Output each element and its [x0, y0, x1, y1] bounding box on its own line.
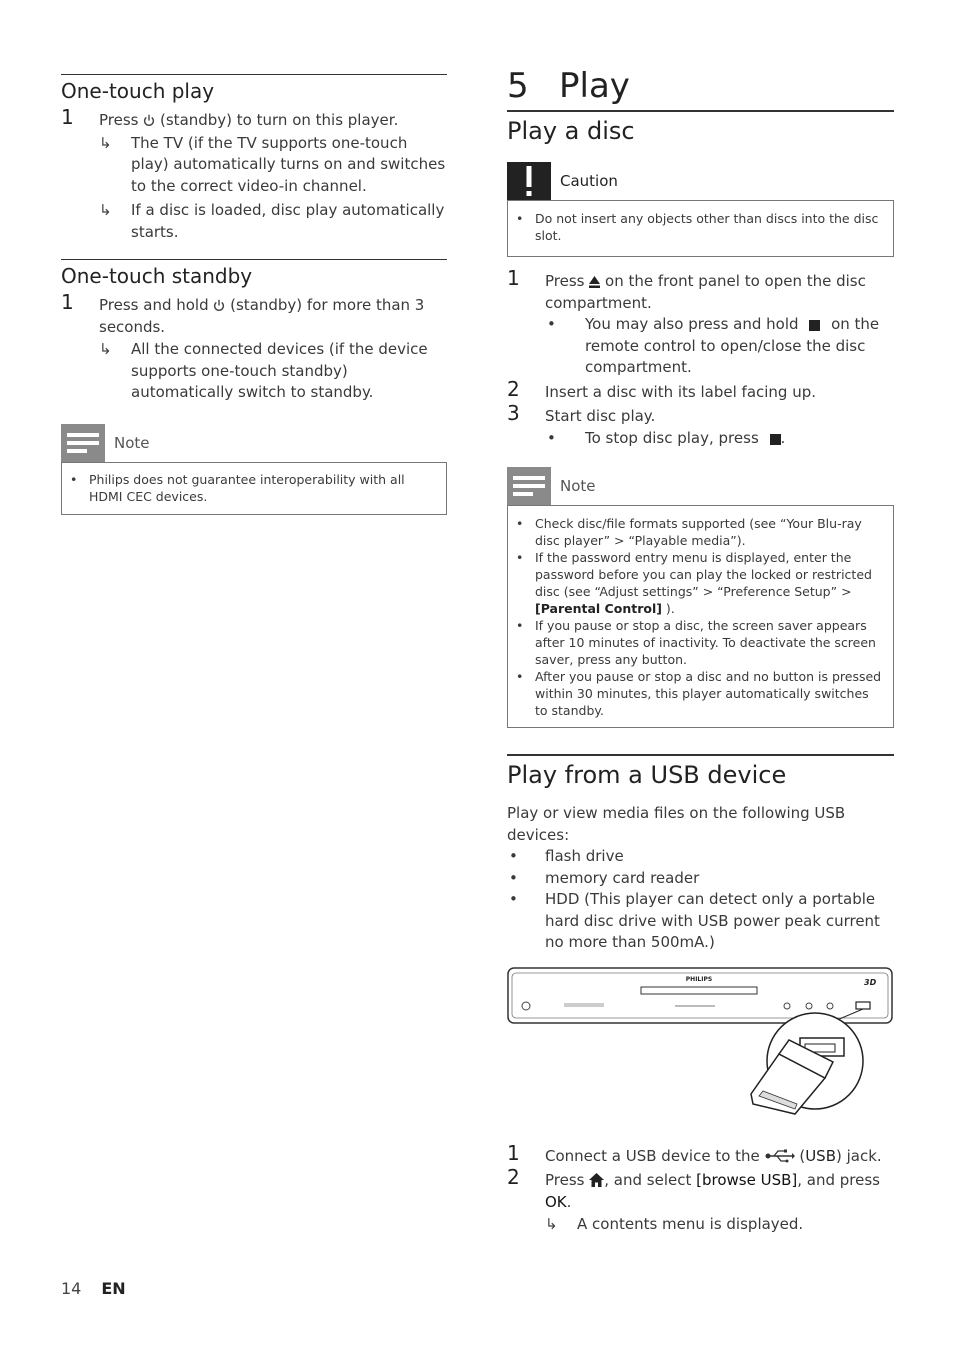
usb-connection-illustration — [507, 966, 894, 1126]
heading-one-touch-standby: One-touch standby — [61, 259, 447, 289]
eject-icon — [589, 276, 600, 288]
standby-icon — [213, 299, 225, 312]
step-1: 1 Press and hold (standby) for more than 3 seconds. — [61, 290, 425, 336]
step-number: 1 — [507, 1140, 520, 1165]
step-1: 1 Press on the front panel to open the disc compartment. — [507, 266, 866, 312]
note-icon — [507, 467, 551, 505]
step-number: 2 — [507, 376, 520, 401]
step-number: 1 — [61, 290, 74, 314]
arrow-icon: ↳ — [99, 201, 112, 219]
step-number: 1 — [61, 105, 74, 129]
note-label: Note — [114, 433, 150, 452]
step-1: 1 Press (standby) to turn on this player. — [61, 105, 399, 129]
device-item: • HDD (This player can detect only a portable hard disc drive with USB power peak current no more than 500mA.) — [509, 890, 880, 951]
chapter-title: 5 Play — [507, 66, 894, 112]
chapter-number: 5 — [507, 66, 529, 106]
result-item: ↳ If a disc is loaded, disc play automatically starts. — [99, 201, 445, 241]
arrow-icon: ↳ — [99, 133, 112, 152]
note-item: • Philips does not guarantee interoperability with all HDMI CEC devices. — [70, 471, 405, 504]
page-footer — [61, 1279, 126, 1298]
stop-icon — [809, 320, 820, 331]
step-sub-item: • To stop disc play, press . — [547, 428, 786, 447]
step-number: 3 — [507, 401, 520, 425]
device-item: • memory card reader — [509, 868, 700, 887]
note-icon — [61, 424, 105, 462]
result-item: ↳ All the connected devices (if the device supports one-touch standby) automatically switch to standby. — [99, 340, 428, 401]
heading-play-from-usb: Play from a USB device — [507, 754, 894, 791]
usb-icon — [765, 1149, 795, 1163]
note-item: • If you pause or stop a disc, the screen saver appears after 10 minutes of inactivity. To deactivate the screen saver, press any button. — [516, 618, 876, 667]
brand-logo: PHILIPS — [685, 975, 713, 983]
language-code: EN — [101, 1279, 126, 1298]
step-1: 1 Connect a USB device to the (USB) jack. — [507, 1140, 882, 1165]
step-2: 2 Press , and select [browse USB], and press OK. — [507, 1165, 880, 1211]
right-column — [507, 66, 894, 1236]
3d-badge: 3D — [864, 977, 877, 987]
step-3: 3 Start disc play. — [507, 401, 656, 425]
arrow-icon: ↳ — [545, 1215, 558, 1233]
step-number: 1 — [507, 266, 520, 290]
note-label: Note — [560, 477, 596, 495]
heading-one-touch-play: One-touch play — [61, 74, 447, 104]
usb-intro: Play or view media files on the following USB devices: — [507, 804, 846, 844]
caution-item: • Do not insert any objects other than discs into the disc slot. — [516, 211, 879, 243]
left-column — [61, 74, 447, 515]
standby-icon — [143, 114, 155, 127]
heading-play-a-disc: Play a disc — [507, 117, 635, 145]
stop-icon — [770, 434, 781, 445]
caution-icon — [507, 162, 551, 200]
note-box — [61, 424, 447, 515]
caution-box — [507, 162, 894, 257]
result-item: ↳ A contents menu is displayed. — [545, 1214, 894, 1236]
note-item: • If the password entry menu is displayed, enter the password before you can play the locked or restricted disc (see “Adjust settings” > “Preference Setup” > [Parental Control] ). — [516, 550, 872, 616]
step-sub-item: • You may also press and hold on the remote control to open/close the disc compartment. — [547, 315, 880, 376]
page-number: 14 — [61, 1279, 82, 1298]
note-box — [507, 467, 894, 728]
home-icon — [589, 1173, 604, 1187]
step-2: 2 Insert a disc with its label facing up. — [507, 376, 817, 401]
caution-label: Caution — [560, 172, 618, 190]
device-item: • flash drive — [509, 847, 624, 865]
note-item: • Check disc/file formats supported (see “Your Blu-ray disc player” > “Playable media”). — [516, 516, 862, 548]
step-number: 2 — [507, 1165, 520, 1189]
arrow-icon: ↳ — [99, 340, 112, 358]
note-item: • After you pause or stop a disc and no button is pressed within 30 minutes, this player automatically switches to standby. — [516, 669, 882, 718]
result-item: ↳ The TV (if the TV supports one-touch play) automatically turns on and switches to the correct video-in channel. — [99, 133, 446, 195]
